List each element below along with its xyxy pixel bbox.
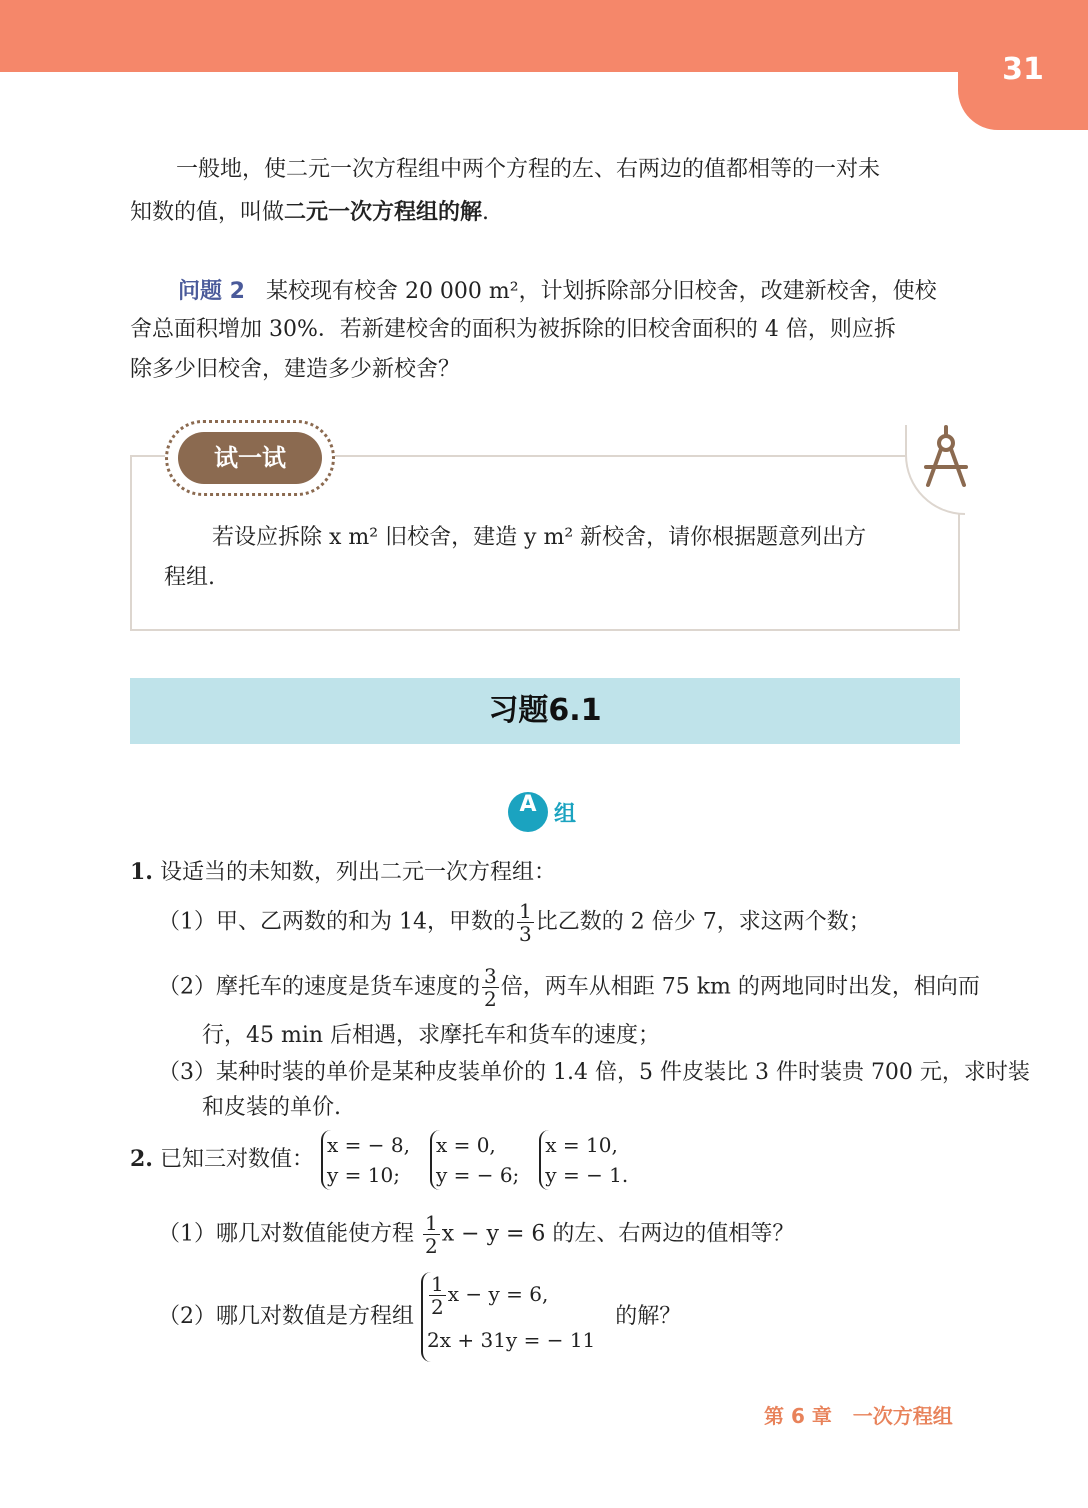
q1b-line2: 行，45 min 后相遇，求摩托车和货车的速度； <box>202 1023 661 1048</box>
equation-text: x − y = 6, <box>447 1282 549 1306</box>
denominator: 2 <box>484 987 497 1011</box>
denominator: 2 <box>425 1234 438 1258</box>
try-line2: 程组. <box>164 565 215 590</box>
value-pair <box>430 1130 519 1190</box>
pair-y: y = − 6; <box>435 1163 520 1187</box>
definition-term: 二元一次方程组的解 <box>284 199 483 225</box>
try-title: 试一试 <box>178 432 322 484</box>
q1b-text: （2）摩托车的速度是货车速度的 <box>158 974 480 1000</box>
group-heading <box>508 792 576 832</box>
footer <box>764 1400 953 1429</box>
pair-x: x = 0, <box>435 1133 496 1157</box>
q1a-text: （1）甲、乙两数的和为 14，甲数的 <box>158 909 515 935</box>
q1-number: 1. <box>130 859 153 885</box>
q1c-line2: 和皮装的单价. <box>202 1095 341 1120</box>
problem-label: 问题 2 <box>178 279 245 304</box>
equation-system <box>421 1272 595 1362</box>
fraction <box>423 1212 440 1257</box>
value-pair <box>539 1130 628 1190</box>
q2-text: 已知三对数值： <box>159 1147 314 1172</box>
equation-1 <box>427 1272 595 1318</box>
intro-text: 知数的值，叫做 <box>130 200 285 225</box>
q2a-text: （1）哪几对数值能使方程 <box>158 1221 414 1247</box>
compass-icon <box>922 425 970 489</box>
page-number: 31 <box>958 0 1088 130</box>
pair-y: y = 10; <box>326 1163 400 1187</box>
numerator: 1 <box>425 1211 438 1235</box>
numerator: 1 <box>519 899 532 923</box>
q1-stem <box>130 852 556 893</box>
pair-y: y = − 1. <box>545 1163 629 1187</box>
group-label: 组 <box>554 801 577 827</box>
footer-title: 一次方程组 <box>852 1404 953 1428</box>
q2-number: 2. <box>130 1146 153 1172</box>
value-pair <box>321 1130 410 1190</box>
footer-chapter: 第 6 章 <box>764 1404 832 1428</box>
q1a-text-end: 比乙数的 2 倍少 7，求这两个数； <box>535 909 871 935</box>
try-line1: 若设应拆除 x m² 旧校舍，建造 y m² 新校舍，请你根据题意列出方 <box>212 525 867 550</box>
q1b-text-end: 倍，两车从相距 75 km 的两地同时出发，相向而 <box>500 974 980 1000</box>
pair-x: x = 10, <box>545 1133 618 1157</box>
q1a <box>158 900 871 945</box>
denominator: 3 <box>519 922 532 946</box>
problem2-line3: 除多少旧校舍，建造多少新校舍？ <box>130 357 461 382</box>
q1b <box>158 965 980 1010</box>
numerator: 3 <box>484 964 497 988</box>
q1c-line1: （3）某种时装的单价是某种皮装单价的 1.4 倍，5 件皮装比 3 件时装贵 700 元，求时装 <box>158 1060 1030 1085</box>
fraction <box>517 900 534 945</box>
problem2-line2: 舍总面积增加 30%．若新建校舍的面积为被拆除的旧校舍面积的 4 倍，则应拆 <box>130 317 896 342</box>
problem-text: 某校现有校舍 20 000 m²，计划拆除部分旧校舍，改建新校舍，使校 <box>265 279 937 304</box>
problem2-line1 <box>178 272 937 312</box>
q2a-text-end: 的左、右两边的值相等？ <box>552 1221 795 1247</box>
q1-text: 设适当的未知数，列出二元一次方程组： <box>159 860 556 885</box>
numerator: 1 <box>431 1272 444 1296</box>
intro-line1: 一般地，使二元一次方程组中两个方程的左、右两边的值都相等的一对未 <box>176 157 881 182</box>
q2b-text-end: 的解？ <box>615 1304 682 1329</box>
fraction <box>429 1273 446 1318</box>
equation-2: 2x + 31y = − 11 <box>427 1328 596 1352</box>
q2b <box>158 1272 681 1362</box>
denominator: 2 <box>431 1295 444 1319</box>
q2b-text: （2）哪几对数值是方程组 <box>158 1304 414 1329</box>
intro-suffix: . <box>482 200 490 225</box>
exercise-title: 习题6.1 <box>130 678 960 744</box>
q2a <box>158 1212 794 1257</box>
group-letter-icon: A <box>508 792 548 832</box>
top-banner <box>0 0 1088 72</box>
equation: x − y = 6 <box>441 1221 546 1247</box>
pair-x: x = − 8, <box>326 1133 410 1157</box>
fraction <box>482 965 499 1010</box>
intro-line2 <box>130 192 489 233</box>
q2-stem <box>130 1130 648 1190</box>
try-badge <box>165 420 335 496</box>
